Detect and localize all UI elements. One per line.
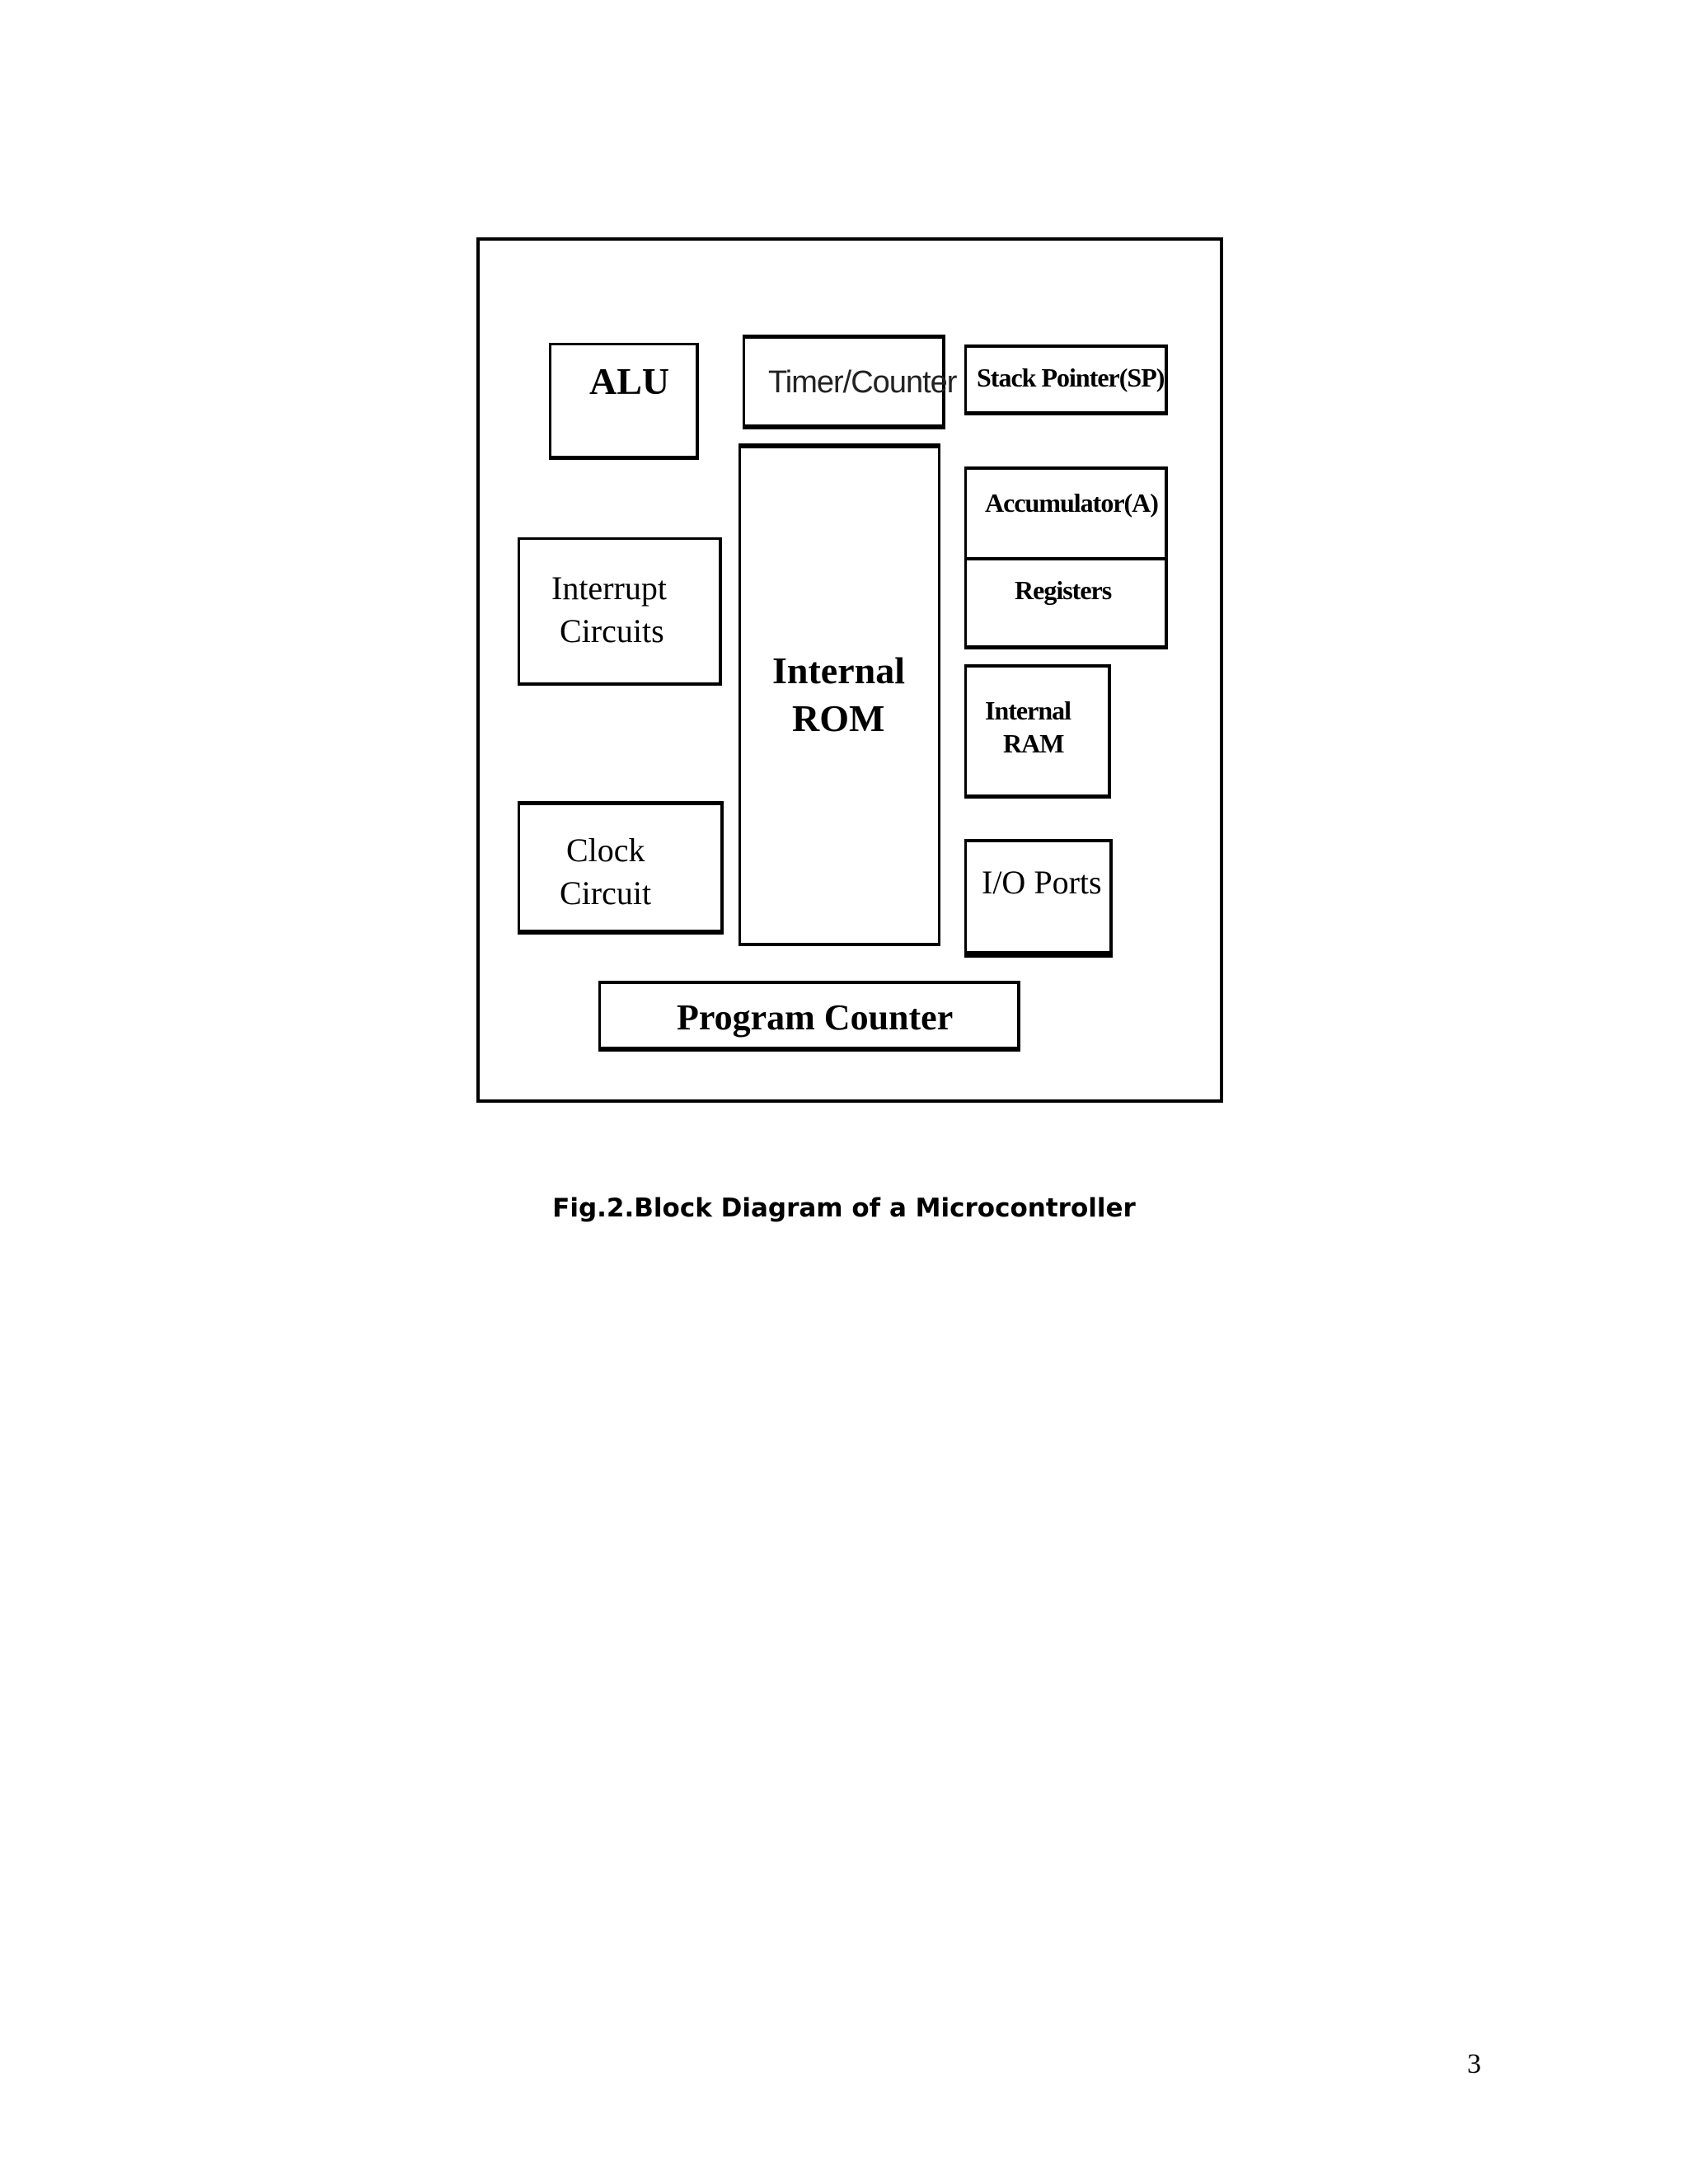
internal-rom-label-line1: Internal	[772, 649, 905, 691]
program-counter-label: Program Counter	[677, 997, 954, 1038]
stack-pointer-label: Stack Pointer(SP)	[977, 363, 1165, 392]
internal-rom-label-line2: ROM	[792, 697, 885, 739]
internal-ram-label-line1: Internal	[985, 696, 1071, 725]
registers-label: Registers	[1015, 575, 1112, 605]
internal-rom-block	[738, 443, 940, 946]
alu-block	[549, 343, 699, 460]
io-ports-label: I/O Ports	[982, 864, 1102, 901]
figure-caption: Fig.2.Block Diagram of a Microcontroller	[552, 1193, 1136, 1223]
interrupt-label-line1: Interrupt	[551, 569, 667, 607]
timer-counter-label: Timer/Counter	[768, 365, 957, 400]
accumulator-label: Accumulator(A)	[985, 488, 1158, 518]
stack-pointer-block	[964, 344, 1168, 415]
io-ports-block	[964, 839, 1113, 958]
page-number: 3	[1467, 2049, 1481, 2079]
program-counter-block	[598, 981, 1020, 1052]
internal-ram-block	[964, 664, 1111, 799]
clock-label-line1: Clock	[566, 832, 645, 869]
alu-label: ALU	[589, 360, 670, 402]
internal-ram-label-line2: RAM	[1003, 729, 1064, 758]
timer-counter-block	[743, 335, 957, 429]
clock-circuit-block	[518, 801, 724, 935]
interrupt-circuits-block	[518, 537, 722, 686]
registers-block	[964, 557, 1168, 649]
interrupt-label-line2: Circuits	[560, 612, 664, 649]
accumulator-block	[964, 466, 1168, 561]
clock-label-line2: Circuit	[560, 874, 652, 912]
